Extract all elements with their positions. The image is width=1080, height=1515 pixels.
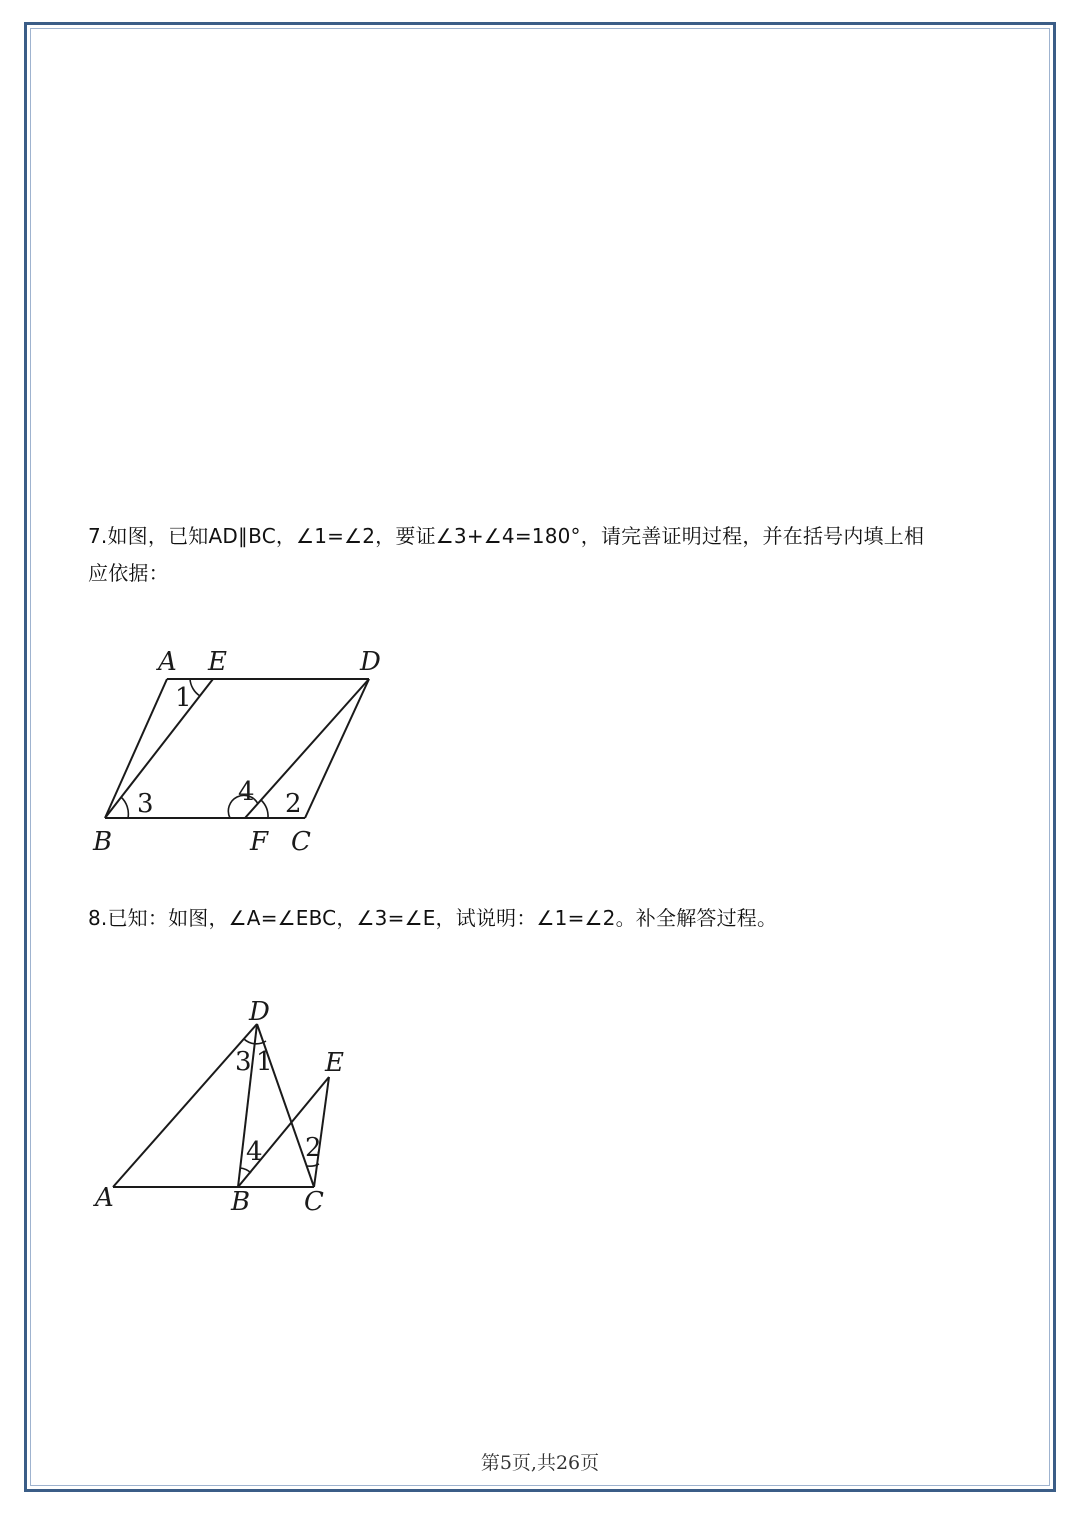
- label-E: E: [325, 1048, 344, 1078]
- label-F: F: [250, 827, 269, 857]
- segment-CD: [305, 679, 369, 818]
- page-number: 第5页,共26页: [480, 1452, 600, 1474]
- angle-4-arc: [240, 1168, 251, 1173]
- angle-2-arc: [261, 800, 268, 818]
- figure-7-parallelogram: [80, 640, 400, 860]
- label-D: D: [360, 647, 381, 677]
- segment-AB: [105, 679, 167, 818]
- angle-label-4: 4: [246, 1137, 263, 1167]
- label-B: B: [231, 1187, 251, 1217]
- question-8-text: 8.已知：如图，∠A=∠EBC，∠3=∠E，试说明：∠1=∠2。补全解答过程。: [88, 906, 778, 930]
- angle-label-2: 2: [305, 1133, 322, 1163]
- question-7: [88, 518, 924, 592]
- angle-label-3: 3: [137, 789, 154, 819]
- angle-3-arc: [121, 797, 128, 818]
- angle-label-1: 1: [175, 683, 192, 713]
- label-D: D: [249, 997, 270, 1027]
- angle-label-4: 4: [238, 777, 255, 807]
- figure-8-triangles: [85, 995, 355, 1220]
- angle-label-3: 3: [235, 1047, 252, 1077]
- label-C: C: [291, 827, 311, 857]
- question-7-line-1: 7.如图，已知AD∥BC，∠1=∠2，要证∠3+∠4=180°，请完善证明过程，并在括号内填上相: [88, 524, 925, 548]
- label-C: C: [304, 1187, 324, 1217]
- angle-label-2: 2: [285, 789, 302, 819]
- question-8: [88, 900, 777, 937]
- label-E: E: [208, 647, 227, 677]
- label-A: A: [95, 1183, 114, 1213]
- segment-FD: [245, 679, 369, 818]
- label-A: A: [158, 647, 177, 677]
- question-7-line-2: 应依据：: [88, 561, 169, 585]
- angle-label-1: 1: [256, 1047, 273, 1077]
- label-B: B: [93, 827, 113, 857]
